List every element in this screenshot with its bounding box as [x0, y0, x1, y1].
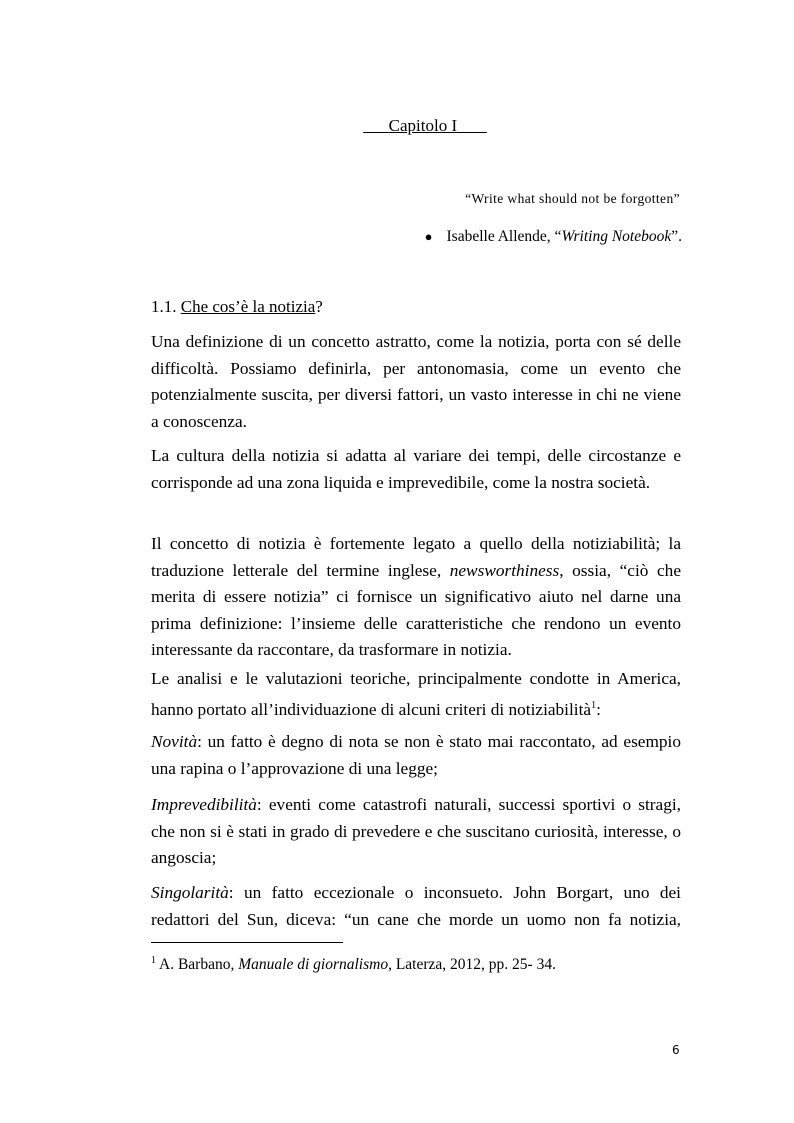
- criterion-novita: [151, 729, 681, 782]
- page-number: 6: [672, 1043, 680, 1057]
- footnote-rest: , Laterza, 2012, pp. 25- 34.: [388, 956, 556, 974]
- paragraph-3: [151, 531, 681, 664]
- paragraph-1: Una definizione di un concetto astratto, come la notizia, porta con sé delle difficoltà. Possiamo definirla, per antonomasia, come un evento che potenzialmente suscita, per diversi fattori, un vasto interesse in chi ne viene a conoscenza.: [151, 332, 681, 431]
- criterion-imprevedibilita: [151, 792, 681, 872]
- criterion-singolarita-term: Singolarità: [151, 883, 229, 902]
- paragraph-4: [151, 666, 681, 723]
- footnote-ref: 1: [591, 699, 597, 711]
- criterion-imprevedibilita-text: : eventi come catastrofi naturali, successi sportivi o stragi, che non si è stati in grado di prevedere e che suscitano curiosità, interesse, o angoscia;: [151, 795, 681, 867]
- criterion-singolarita-text: : un fatto eccezionale o inconsueto. John Borgart, uno dei redattori del Sun, diceva: “un cane che morde un uomo non fa notizia,: [151, 883, 681, 929]
- chapter-title-text: Capitolo I: [388, 116, 458, 135]
- paragraph-3-term: newsworthiness: [449, 560, 560, 580]
- bullet-icon: ●: [424, 229, 433, 244]
- footnote-title: Manuale di giornalismo: [238, 956, 389, 974]
- criterion-novita-text: : un fatto è degno di nota se non è stato mai raccontato, ad esempio una rapina o l’approvazione di una legge;: [151, 732, 681, 778]
- section-heading: [151, 297, 323, 317]
- epigraph-closing: ”.: [671, 228, 682, 245]
- epigraph-work: Writing Notebook: [561, 228, 672, 245]
- paragraph-3-start: Il concetto di notizia è fortemente legato a quello della notiziabilità; la traduzione letterale del termine inglese,: [151, 534, 681, 580]
- section-title: Che cos’è la notizia: [180, 297, 316, 316]
- criterion-singolarita: [151, 880, 681, 933]
- section-qmark: ?: [315, 297, 323, 316]
- footnote: [151, 955, 556, 974]
- paragraph-2: La cultura della notizia si adatta al variare dei tempi, delle circostanze e corrisponde ad una zona liquida e imprevedibile, come la nostra società.: [151, 446, 681, 492]
- paragraph-4-colon: :: [596, 699, 601, 719]
- footnote-author: A. Barbano,: [156, 956, 239, 974]
- paragraph-4-text: Le analisi e le valutazioni teoriche, principalmente condotte in America, hanno portato all’individuazione di alcuni criteri di notiziabilità: [151, 669, 681, 719]
- paragraph-3-end: , ossia, “ciò che merita di essere notizia” ci fornisce un significativo aiuto nel darne una prima definizione: l’insieme delle caratteristiche che rendono un evento interessante da raccontare, da trasformare in notizia.: [151, 560, 681, 659]
- footnote-divider: [151, 942, 343, 943]
- section-number: 1.1.: [151, 297, 181, 316]
- epigraph-quote: “Write what should not be forgotten”: [465, 191, 680, 206]
- criterion-novita-term: Novità: [151, 732, 198, 751]
- criterion-imprevedibilita-term: Imprevedibilità: [151, 795, 257, 814]
- epigraph-attribution: [425, 228, 682, 246]
- chapter-title: [330, 116, 520, 136]
- epigraph-author: Isabelle Allende, “: [446, 228, 562, 245]
- footnote-mark: 1: [151, 955, 156, 966]
